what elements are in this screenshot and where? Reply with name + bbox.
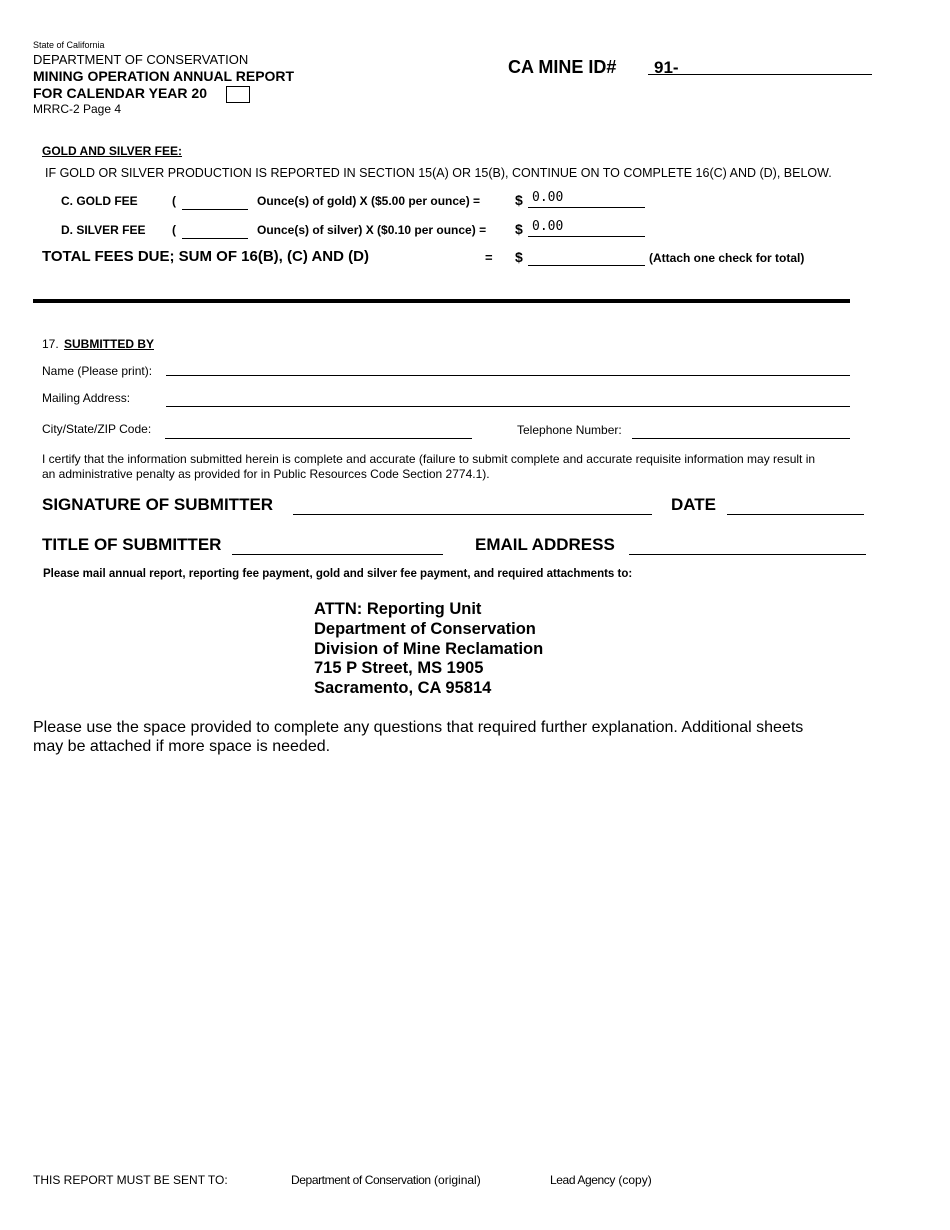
footer-sent-to: THIS REPORT MUST BE SENT TO: [33,1173,228,1187]
department-label: DEPARTMENT OF CONSERVATION [33,52,249,67]
address-line: ATTN: Reporting Unit [314,600,482,618]
address-line: Sacramento, CA 95814 [314,679,492,698]
explanation-text-line2: may be attached if more space is needed. [33,738,331,755]
silver-fee-label: D. SILVER FEE [61,223,146,237]
form-id: MRRC-2 Page 4 [33,102,122,116]
footer-doc-label: Department of Conservation [291,1173,431,1187]
calendar-year-input[interactable] [226,86,250,103]
footer-lead-label: Lead Agency [550,1173,615,1187]
silver-rate-text: Ounce(s) of silver) X ($0.10 per ounce) = [257,223,487,237]
telephone-input[interactable] [632,423,850,439]
submitted-by-heading: SUBMITTED BY [64,337,154,351]
gold-dollar-sign: $ [515,192,523,208]
calendar-year-label: FOR CALENDAR YEAR 20 [33,85,207,101]
footer-lead [550,1173,652,1187]
total-fees-label: TOTAL FEES DUE; SUM OF 16(B), (C) AND (D) [42,248,369,265]
name-input[interactable] [166,360,850,376]
gold-ounces-input[interactable] [182,194,248,210]
email-label: EMAIL ADDRESS [475,535,615,554]
address-line: 715 P Street, MS 1905 [314,659,484,678]
silver-fee-input[interactable] [528,217,645,237]
name-label: Name (Please print): [42,364,153,378]
certify-text-line2: an administrative penalty as provided for in Public Resources Code Section 2774.1). [42,467,490,481]
city-state-zip-label: City/State/ZIP Code: [42,422,152,436]
mailing-instruction: Please mail annual report, reporting fee payment, gold and silver fee payment, and required attachments to: [43,568,633,580]
total-dollar-sign: $ [515,249,523,265]
silver-paren: ( [172,223,176,237]
gold-fee-label: C. GOLD FEE [61,194,138,208]
address-line: Department of Conservation [314,619,536,638]
footer-doc-note: (original) [434,1173,481,1187]
section-divider [33,299,850,303]
gold-rate-text: Ounce(s) of gold) X ($5.00 per ounce) = [257,194,481,208]
signature-label: SIGNATURE OF SUBMITTER [42,495,274,514]
date-input[interactable] [727,497,864,515]
mine-id-label: CA MINE ID# [508,57,617,77]
title-label: TITLE OF SUBMITTER [42,535,222,554]
gold-silver-instruction: IF GOLD OR SILVER PRODUCTION IS REPORTED IN SECTION 15(A) OR 15(B), CONTINUE ON TO COMPLETE 16(C) AND (D), BELOW. [45,166,832,180]
footer-doc [291,1173,481,1187]
gold-paren: ( [172,194,176,208]
address-line: Division of Mine Reclamation [314,639,544,658]
email-input[interactable] [629,537,866,555]
total-equals: = [485,250,493,265]
gold-fee-input[interactable] [528,188,645,208]
city-state-zip-input[interactable] [165,423,472,439]
silver-dollar-sign: $ [515,221,523,237]
footer-lead-note: (copy) [618,1173,652,1187]
mine-id-prefix: 91- [654,58,679,77]
title-input[interactable] [232,537,443,555]
total-note: (Attach one check for total) [649,251,805,265]
explanation-text-line1: Please use the space provided to complete any questions that required further explanation. Additional sheets [33,719,804,736]
silver-ounces-input[interactable] [182,223,248,239]
state-label: State of California [33,40,105,50]
mine-id-input[interactable] [648,57,872,75]
date-label: DATE [671,495,717,514]
signature-input[interactable] [293,497,652,515]
telephone-label: Telephone Number: [517,423,622,437]
gold-silver-heading: GOLD AND SILVER FEE: [42,144,183,158]
total-fees-input[interactable] [528,247,645,266]
mailing-address-block [314,600,543,699]
report-title: MINING OPERATION ANNUAL REPORT [33,68,295,84]
section-17-number: 17. [42,337,59,351]
certify-text-line1: I certify that the information submitted herein is complete and accurate (failure to submit complete and accurate requisite information may result in [42,452,816,466]
explanation-textarea[interactable] [33,765,867,1154]
mailing-address-input[interactable] [166,391,850,407]
mailing-address-label: Mailing Address: [42,391,131,405]
